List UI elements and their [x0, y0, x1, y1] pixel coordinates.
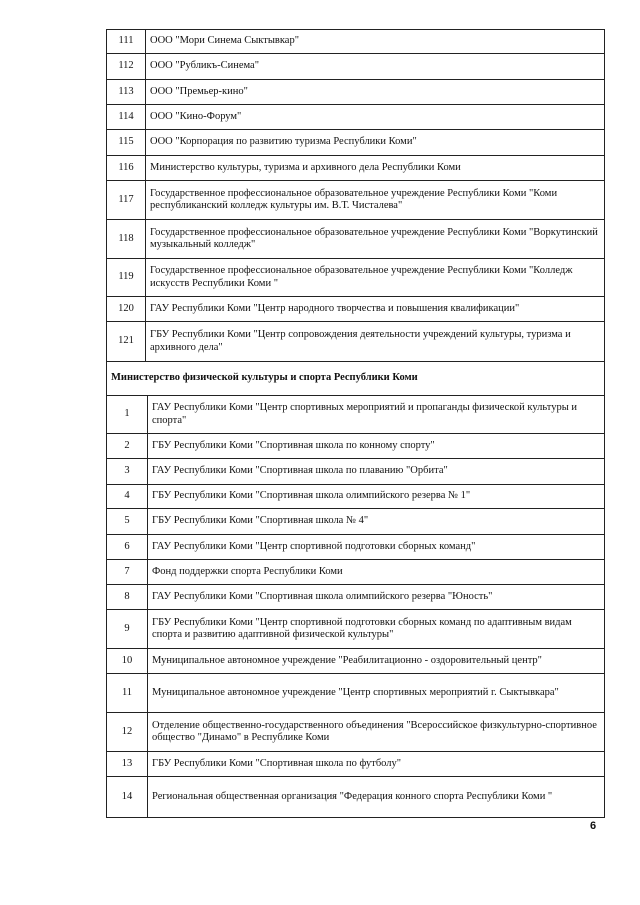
table-row	[107, 396, 605, 434]
organization-name: ГАУ Республики Коми "Спортивная школа олимпийского резерва "Юность"	[148, 585, 605, 610]
table-row	[107, 535, 605, 560]
row-number: 10	[107, 649, 148, 674]
organization-name: Муниципальное автономное учреждение "Реабилитационно - оздоровительный центр"	[148, 649, 605, 674]
row-number: 8	[107, 585, 148, 610]
organization-name: ГБУ Республики Коми "Центр спортивной подготовки сборных команд по адаптивным видам спорта и развитию адаптивной физической культуры"	[148, 610, 605, 649]
organization-name: Муниципальное автономное учреждение "Центр спортивных мероприятий г. Сыктывкара"	[148, 674, 605, 713]
section-heading-row	[106, 362, 605, 395]
organization-name: ГБУ Республики Коми "Спортивная школа № 4"	[148, 509, 605, 535]
row-number: 118	[107, 220, 146, 259]
organization-name: ООО "Премьер-кино"	[146, 80, 605, 105]
organization-name: ГАУ Республики Коми "Спортивная школа по плаванию "Орбита"	[148, 459, 605, 485]
organization-name: ГБУ Республики Коми "Центр сопровождения деятельности учреждений культуры, туризма и архивного дела"	[146, 322, 605, 362]
table-row	[107, 220, 605, 259]
row-number: 120	[107, 297, 146, 322]
organization-name: Региональная общественная организация "Федерация конного спорта Республики Коми "	[148, 777, 605, 818]
table-row	[107, 713, 605, 752]
row-number: 2	[107, 434, 148, 459]
table-row	[107, 105, 605, 130]
table-row	[107, 459, 605, 485]
organization-name: ГАУ Республики Коми "Центр спортивных мероприятий и пропаганды физической культуры и спорта"	[148, 396, 605, 434]
row-number: 1	[107, 396, 148, 434]
row-number: 116	[107, 156, 146, 181]
row-number: 7	[107, 560, 148, 585]
row-number: 5	[107, 509, 148, 535]
row-number: 9	[107, 610, 148, 649]
row-number: 12	[107, 713, 148, 752]
page-number: 6	[590, 820, 597, 832]
table-row	[107, 434, 605, 459]
row-number: 13	[107, 752, 148, 777]
row-number: 119	[107, 259, 146, 297]
table-row	[107, 649, 605, 674]
table-row	[107, 130, 605, 156]
row-number: 11	[107, 674, 148, 713]
organization-name: ГАУ Республики Коми "Центр спортивной подготовки сборных команд"	[148, 535, 605, 560]
table-row	[107, 674, 605, 713]
table-row	[107, 181, 605, 220]
table-row	[107, 156, 605, 181]
organization-name: Отделение общественно-государственного объединения "Всероссийское физкультурно-спортивное общество "Динамо" в Республике Коми	[148, 713, 605, 752]
row-number: 114	[107, 105, 146, 130]
organization-name: ООО "Мори Синема Сыктывкар"	[146, 30, 605, 54]
organization-name: ООО "Рубликъ-Синема"	[146, 54, 605, 80]
organization-name: ООО "Корпорация по развитию туризма Республики Коми"	[146, 130, 605, 156]
organization-name: ГБУ Республики Коми "Спортивная школа олимпийского резерва № 1"	[148, 485, 605, 509]
table-row	[107, 30, 605, 54]
row-number: 111	[107, 30, 146, 54]
organization-name: ГБУ Республики Коми "Спортивная школа по футболу"	[148, 752, 605, 777]
organization-name: ГБУ Республики Коми "Спортивная школа по конному спорту"	[148, 434, 605, 459]
organizations-table-sport	[106, 395, 605, 818]
table-row	[107, 777, 605, 818]
row-number: 6	[107, 535, 148, 560]
row-number: 14	[107, 777, 148, 818]
row-number: 117	[107, 181, 146, 220]
table-row	[107, 297, 605, 322]
table-row	[107, 585, 605, 610]
table-row	[107, 54, 605, 80]
section-heading: Министерство физической культуры и спорта Республики Коми	[111, 372, 418, 383]
table-row	[107, 752, 605, 777]
row-number: 4	[107, 485, 148, 509]
table-row	[107, 259, 605, 297]
row-number: 113	[107, 80, 146, 105]
table-row	[107, 80, 605, 105]
row-number: 112	[107, 54, 146, 80]
organization-name: ГАУ Республики Коми "Центр народного творчества и повышения квалификации"	[146, 297, 605, 322]
table-row	[107, 485, 605, 509]
organization-name: Государственное профессиональное образовательное учреждение Республики Коми "Коми республиканский колледж культуры им. В.Т. Чисталева"	[146, 181, 605, 220]
row-number: 3	[107, 459, 148, 485]
organization-name: Государственное профессиональное образовательное учреждение Республики Коми "Воркутинский музыкальный колледж"	[146, 220, 605, 259]
row-number: 121	[107, 322, 146, 362]
organization-name: Фонд поддержки спорта Республики Коми	[148, 560, 605, 585]
organizations-table-culture	[106, 29, 605, 362]
organization-name: ООО "Кино-Форум"	[146, 105, 605, 130]
organization-name: Государственное профессиональное образовательное учреждение Республики Коми "Колледж искусств Республики Коми "	[146, 259, 605, 297]
table-row	[107, 560, 605, 585]
table-row	[107, 610, 605, 649]
table-row	[107, 509, 605, 535]
organization-name: Министерство культуры, туризма и архивного дела Республики Коми	[146, 156, 605, 181]
row-number: 115	[107, 130, 146, 156]
table-row	[107, 322, 605, 362]
